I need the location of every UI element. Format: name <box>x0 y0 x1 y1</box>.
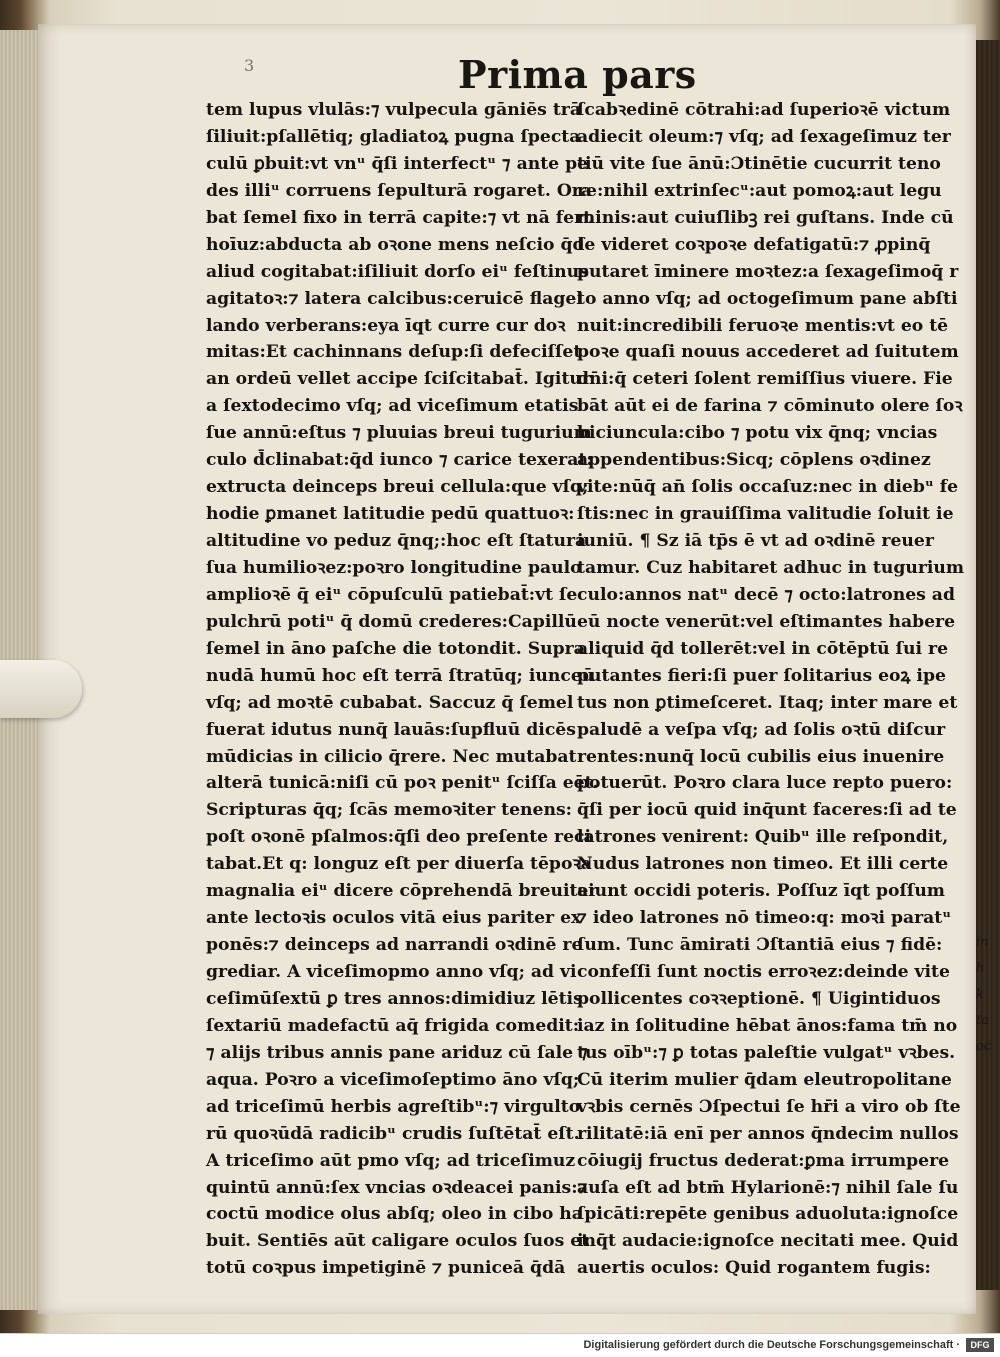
text-line: pollicentes coꝛꝛeptionē. ¶ Uigintiduos <box>577 988 941 1009</box>
text-line: ſemel in āno paſche die totondit. Supra <box>206 638 585 659</box>
text-line: dn̄i:q̄ ceteri ſolent remiſſius viuere. Fie <box>577 369 953 390</box>
text-line: tus non ꝑtimeſceret. Itaq; inter mare et <box>577 692 958 713</box>
text-line: aqua. Poꝛro a viceſimoſeptimo āno vſq; <box>206 1069 580 1090</box>
text-line: vite:nūq̄ an̄ ſolis occaſuz:nec in diebᵘ fe <box>577 477 959 498</box>
text-line: ⁊ alijs tribus annis pane ariduz cū ſale ⁊ <box>206 1042 588 1063</box>
text-line: totū coꝛpus impetiginē ⁊ puniceā q̄dā <box>206 1258 566 1279</box>
text-line: re:nihil extrinſecᵘ:aut pomoꝝ:aut legu <box>577 180 942 201</box>
text-line: ſiliuit:pſallētiq; gladiatoꝝ pugna ſpecta <box>206 126 581 147</box>
text-line: ſua humilioꝛez:poꝛro longitudine paulo <box>206 557 582 578</box>
text-line: buit. Sentiēs aūt caligare oculos ſuos et <box>206 1231 590 1252</box>
right-text-column <box>577 97 965 1282</box>
text-line: appendentibus:Sicq; cōplens oꝛdinez <box>577 450 931 471</box>
text-line: aliquid q̄d tollerēt:vel in cōtēptū ſui re <box>577 638 949 659</box>
text-line: a ſextodecimo vſq; ad viceſimum etatis <box>206 396 579 417</box>
text-line: ad triceſimū herbis agreſtibᵘ:⁊ virgulto <box>206 1096 581 1117</box>
text-line: rilitatē:iā enī per annos q̄ndecim nullos <box>577 1123 959 1144</box>
text-line: inq̄t audacie:ignoſce necitati mee. Quid <box>577 1231 959 1252</box>
text-line: poꝛe quaſi nouus accederet ad ſuitutem <box>577 342 959 363</box>
text-line: adiecit oleum:⁊ vſq; ad ſexageſimuz ter <box>577 126 951 147</box>
text-line: culo:annos natᵘ decē ⁊ octo:latrones ad <box>577 584 955 605</box>
folio-number: 3 <box>244 56 255 75</box>
margin-fragment: ta <box>976 1013 989 1028</box>
text-line: ſtis:nec in grauiſſima valitudie ſoluit ie <box>577 504 954 525</box>
text-line: lando verberans:eya īqt curre cur doꝛ <box>206 315 566 336</box>
text-line: magnalia eiᵘ dicere cōprehendā breuiter <box>206 881 598 902</box>
bookmark-tab <box>0 660 82 718</box>
text-line: ſextariū madefactū aq̄ frigida comedit: <box>206 1015 580 1036</box>
text-line: des illiᵘ corruens ſepulturā rogaret. Ora <box>206 180 592 201</box>
right-book-cover-edge <box>972 40 1000 1290</box>
text-line: ſum. Tunc āmirati Ɔſtantiā eius ⁊ fidē: <box>577 935 943 956</box>
text-line: agitatoꝛ:⁊ latera calcibus:ceruicē flagel <box>206 288 583 309</box>
text-line: Nudus latrones non timeo. Et illi certe <box>577 854 949 875</box>
text-line: nudā humū hoc eſt terrā ſtratūq; iunceū <box>206 665 595 686</box>
text-line: putaret īminere moꝛtez:a ſexageſimoq̄ r <box>577 261 959 282</box>
left-text-column <box>206 97 599 1282</box>
text-line: alterā tunicā:niſi cū poꝛ penitᵘ ſciſſa eēt. <box>206 773 599 794</box>
text-line: ponēs:⁊ deinceps ad narrandi oꝛdinē re <box>206 935 583 956</box>
margin-fragment: k <box>976 987 984 1002</box>
text-line: grediar. A viceſimopmo anno vſq; ad vi <box>206 962 577 982</box>
text-line: culū ꝑbuit:vt vnᵘ q̄ſi interfectᵘ ⁊ ante pe <box>206 153 589 174</box>
text-line: Scripturas q̄q; ſcās memoꝛiter tenens: <box>206 800 572 821</box>
text-line: iuniū. ¶ Sz iā tp̄s ē vt ad oꝛdinē reuer <box>577 531 934 551</box>
text-line: auſa eſt ad btm̄ Hylarionē:⁊ nihil ſale ſu <box>577 1177 959 1198</box>
digitization-footer <box>0 1333 1000 1357</box>
margin-fragment: oc <box>976 1039 992 1054</box>
text-line: minis:aut cuiuſlibꝫ rei guſtans. Inde cū <box>577 207 954 228</box>
text-line: auertis oculos: Quid rogantem fugis: <box>577 1258 931 1279</box>
text-line: altitudine vo peduz q̄nq;:hoc eſt ſtatura <box>206 531 587 551</box>
text-line: latrones venirent: Quibᵘ ille reſpondit, <box>577 827 949 848</box>
text-line: ſe videret coꝛpoꝛe defatigatū:⁊ ꝓpinq̄ <box>577 234 931 255</box>
text-line: extructa deinceps breui cellula:que vſq; <box>206 477 589 498</box>
text-line: mūdicias in cilicio q̄rere. Nec mutabat <box>206 746 577 767</box>
text-line: confeſſi ſunt noctis erroꝛez:deinde vite <box>577 962 950 982</box>
text-line: aliud cogitabat:iſiliuit dorſo eiᵘ feſtinus <box>206 261 589 282</box>
text-line: tamur. Cuz habitaret adhuc in tugurium <box>577 557 965 578</box>
text-line: ⁊ ideo latrones nō timeo:q: moꝛi paratᵘ <box>577 908 952 929</box>
text-line: an ordeū vellet accipe ſciſcitabat̄. Igitur <box>206 369 591 390</box>
text-line: rentes:nunq̄ locū cubilis eius inuenire <box>577 746 945 767</box>
running-head: Prima pars <box>458 52 697 97</box>
facing-page-margin-text <box>976 930 998 1060</box>
text-line: tiū vite ſue ānū:Ɔtinētie cucurrit teno <box>577 153 941 174</box>
dfg-logo-icon: DFG <box>966 1338 994 1352</box>
text-line: poſt oꝛonē pſalmos:q̄ſi deo preſente reci <box>206 827 592 848</box>
text-line: vꝛbis cernēs Ɔſpectui ſe hr̄i a viro ob ſte <box>577 1096 961 1117</box>
text-line: vſq; ad moꝛtē cubabat. Saccuz q̄ ſemel <box>206 692 574 713</box>
text-line: tabat.Et q: longuz eſt per diuerſa tēpoꝛa <box>206 854 592 875</box>
text-line: tus oībᵘ:⁊ ꝑ totas paleſtie vulgatᵘ vꝛbes. <box>577 1042 956 1063</box>
text-line: bāt aūt ei de farina ⁊ cōminuto olere ſoꝛ <box>577 396 963 417</box>
text-line: ſcabꝛedinē cōtrahi:ad ſuperioꝛē victum <box>577 100 951 120</box>
text-line: potuerūt. Poꝛro clara luce repto puero: <box>577 773 953 794</box>
text-line: pulchrū potiᵘ q̄̄ domū crederes:Capillū <box>206 611 577 632</box>
text-line: Cū iterim mulier q̄dam eleutropolitane <box>577 1069 952 1090</box>
text-line: coctū modice olus abſq; oleo in cibo ha <box>206 1204 583 1225</box>
text-line: rū quoꝛūdā radicibᵘ crudis ſuſtētat̄ eſt. <box>206 1123 580 1144</box>
text-line: culo d̄clinabat:q̄d iunco ⁊ carice texerat: <box>206 450 593 471</box>
text-line: biciuncula:cibo ⁊ potu vix q̄nq; vncias <box>577 423 938 444</box>
margin-fragment: h <box>976 961 985 976</box>
text-line: nuit:incredibili feruoꝛe mentis:vt eo tē <box>577 315 949 336</box>
text-line: q̄ſi per iocū quid inq̄unt faceres:ſi ad te <box>577 800 957 821</box>
text-line: putantes fieri:ſi puer ſolitarius eoꝝ ipe <box>577 665 946 686</box>
text-line: amplioꝛē q̄̄ eiᵘ cōpuſculū patiebat̄:vt ſe <box>206 584 578 605</box>
text-line: paludē a veſpa vſq; ad ſolis oꝛtū diſcur <box>577 719 946 740</box>
dfg-credit-text: Digitalisierung gefördert durch die Deutsche Forschungsgemeinschaft · <box>583 1339 960 1351</box>
text-line: cōiugij fructus dederat:ꝑma irrumpere <box>577 1150 950 1171</box>
text-line: fuerat idutus nunq̄ lauās:ſupfluū dicēs <box>206 719 576 740</box>
text-line: A triceſimo aūt pmo vſq; ad triceſimuz <box>206 1150 576 1171</box>
text-line: mitas:Et cachinnans deſup:ſi defeciſſet <box>206 342 582 363</box>
text-line: ante lectoꝛis oculos vitā eius pariter ex <box>206 908 582 929</box>
text-line: bat ſemel fixo in terrā capite:⁊ vt nā fert <box>206 207 592 228</box>
text-line: hoīuz:abducta ab oꝛone mens neſcio q̄d <box>206 234 585 255</box>
text-line: ſpicāti:repēte genibus aduoluta:ignoſce <box>577 1204 959 1225</box>
text-line: quintū annū:ſex vncias oꝛdeacei panis:⁊ <box>206 1177 588 1198</box>
text-line: ceſimūſextū ꝑ tres annos:dimidiuz lētis <box>206 988 583 1009</box>
margin-fragment: in <box>976 935 989 950</box>
text-line: ſue annū:eſtus ⁊ pluuias breui tugurium <box>206 423 592 444</box>
text-line: to anno vſq; ad octogeſimum pane abſti <box>577 288 958 309</box>
text-line: tem lupus vlulās:⁊ vulpecula gāniēs trā <box>206 100 581 120</box>
text-line: iaz in ſolitudine hēbat ānos:fama tm̄ no <box>577 1015 958 1036</box>
text-line: aiunt occidi poteris. Poſſuz īqt poſſum <box>577 881 945 902</box>
text-line: hodie ꝑmanet latitudie pedū quattuoꝛ: <box>206 504 575 525</box>
text-line: eū nocte venerūt:vel eſtimantes habere <box>577 611 956 632</box>
